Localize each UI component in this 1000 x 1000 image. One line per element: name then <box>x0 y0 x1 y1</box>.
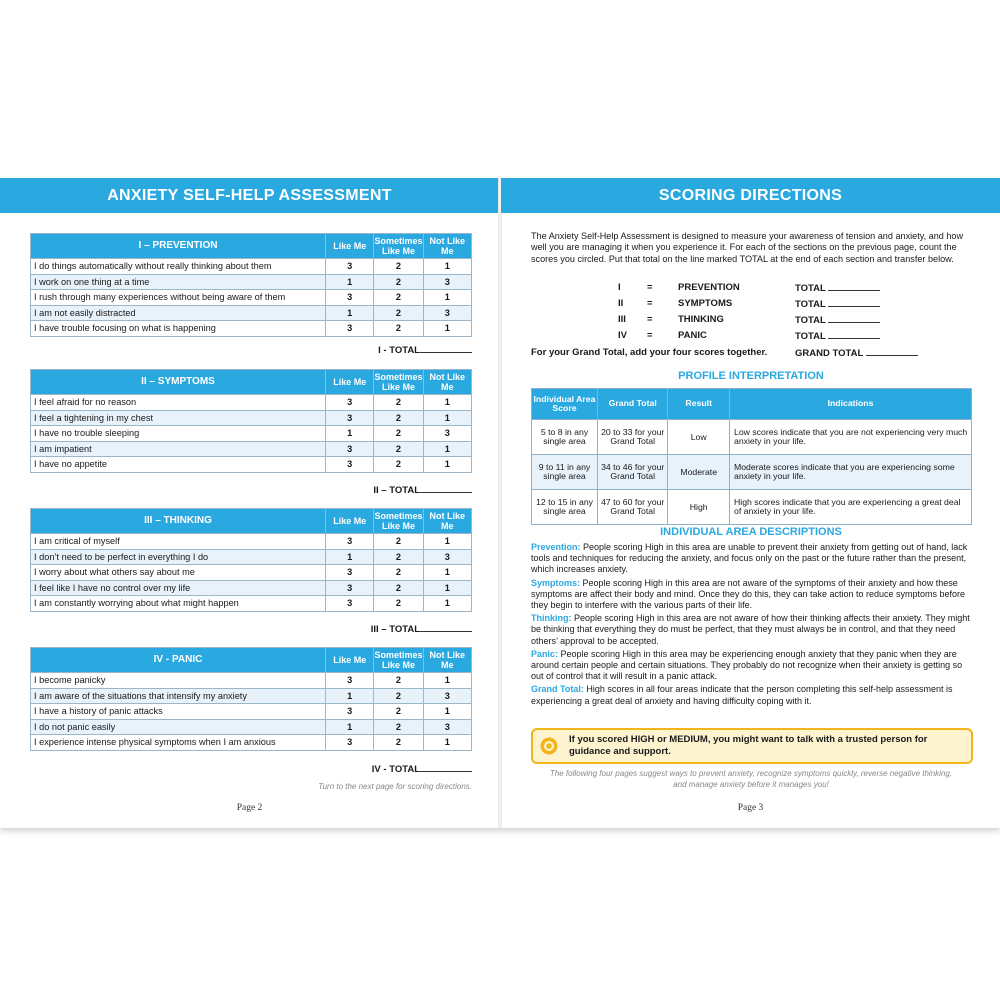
statement: I become panicky <box>31 673 326 689</box>
col-not-like-me: Not Like Me <box>423 234 472 259</box>
grand-total: 34 to 46 for your Grand Total <box>598 455 668 490</box>
table-row <box>31 259 472 275</box>
result: High <box>668 490 730 525</box>
table-row <box>31 596 472 612</box>
score-option[interactable]: 2 <box>374 673 423 689</box>
desc-symptoms: Symptoms: People scoring High in this area are not aware of the symptoms of their anxiety and how these symptoms are affect their body and mind. Once they do this, they can take action to reduce symptoms before they begin to interfere with the various parts of their life. <box>531 577 966 611</box>
support-callout <box>531 728 973 764</box>
table-row <box>31 688 472 704</box>
statement: I am impatient <box>31 441 326 457</box>
indication: High scores indicate that you are experiencing a great deal of anxiety in your life. <box>729 490 971 525</box>
section-title: I – PREVENTION <box>31 234 326 259</box>
statement: I rush through many experiences without being aware of them <box>31 290 326 306</box>
col-not-like-me: Not Like Me <box>423 648 472 673</box>
symptoms-table <box>30 369 472 473</box>
score-option[interactable]: 1 <box>423 580 472 596</box>
page-3 <box>501 178 1000 828</box>
col-like-me: Like Me <box>325 234 374 259</box>
profile-table <box>531 388 972 525</box>
score-option[interactable]: 3 <box>325 580 374 596</box>
score-option[interactable]: 3 <box>325 410 374 426</box>
footer-note: The following four pages suggest ways to prevent anxiety, recognize symptoms quickly, reverse negative thinking, and manage anxiety before it manages you! <box>549 769 953 789</box>
symptoms-total[interactable]: II – TOTAL <box>300 484 472 496</box>
score-option[interactable]: 2 <box>374 305 423 321</box>
prevention-total[interactable]: I - TOTAL <box>300 344 472 356</box>
statement: I have no trouble sleeping <box>31 426 326 442</box>
result: Moderate <box>668 455 730 490</box>
score-option[interactable]: 1 <box>325 305 374 321</box>
table-row <box>31 290 472 306</box>
score-num: I <box>618 282 621 293</box>
table-row <box>31 426 472 442</box>
score-name: THINKING <box>678 314 724 325</box>
scoring-intro: The Anxiety Self-Help Assessment is designed to measure your awareness of tension and anxiety, and how well you are managing it when you experience it. For each of the sections on the previous page, count the scores you circled. Put that total on the line marked TOTAL at the end of each section and transfer below. <box>531 231 964 264</box>
score-option[interactable]: 3 <box>325 565 374 581</box>
thinking-total-field[interactable]: TOTAL <box>795 314 880 326</box>
prevention-total-field[interactable]: TOTAL <box>795 282 880 294</box>
score-option[interactable]: 1 <box>423 321 472 337</box>
table-row <box>31 534 472 550</box>
score-option[interactable]: 1 <box>423 673 472 689</box>
statement: I feel a tightening in my chest <box>31 410 326 426</box>
equals: = <box>647 314 653 325</box>
score-num: III <box>618 314 626 325</box>
section-title: III – THINKING <box>31 509 326 534</box>
score-name: PREVENTION <box>678 282 740 293</box>
score-option[interactable]: 1 <box>423 441 472 457</box>
table-row <box>31 410 472 426</box>
grand-total: 20 to 33 for your Grand Total <box>598 420 668 455</box>
score-option[interactable]: 1 <box>325 549 374 565</box>
score-option[interactable]: 2 <box>374 290 423 306</box>
symptoms-total-field[interactable]: TOTAL <box>795 298 880 310</box>
score-option[interactable]: 1 <box>423 395 472 411</box>
score-option[interactable]: 3 <box>423 426 472 442</box>
result: Low <box>668 420 730 455</box>
statement: I feel like I have no control over my life <box>31 580 326 596</box>
desc-prevention: Prevention: People scoring High in this area are unable to prevent their anxiety from getting out of hand, lack tools and techniques for reducing the anxiety, and focus only on the past or the future rather than the present, which increases anxiety. <box>531 542 968 575</box>
score-num: IV <box>618 330 627 341</box>
statement: I am aware of the situations that intensify my anxiety <box>31 688 326 704</box>
equals: = <box>647 282 653 293</box>
score-option[interactable]: 2 <box>374 274 423 290</box>
profile-heading: PROFILE INTERPRETATION <box>678 370 824 382</box>
table-row <box>31 704 472 720</box>
statement: I am constantly worrying about what might happen <box>31 596 326 612</box>
table-row <box>31 565 472 581</box>
statement: I worry about what others say about me <box>31 565 326 581</box>
score-name: SYMPTOMS <box>678 298 733 309</box>
col-sometimes: Sometimes Like Me <box>374 370 423 395</box>
score-option[interactable]: 1 <box>423 735 472 751</box>
area-score: 12 to 15 in any single area <box>532 490 598 525</box>
score-option[interactable]: 3 <box>325 735 374 751</box>
scoring-title: SCORING DIRECTIONS <box>501 178 1000 213</box>
score-name: PANIC <box>678 330 707 341</box>
indication: Low scores indicate that you are not experiencing very much anxiety in your life. <box>729 420 971 455</box>
statement: I work on one thing at a time <box>31 274 326 290</box>
score-option[interactable]: 1 <box>325 426 374 442</box>
table-row <box>31 673 472 689</box>
statement: I feel afraid for no reason <box>31 395 326 411</box>
score-option[interactable]: 1 <box>423 596 472 612</box>
table-row <box>31 305 472 321</box>
score-option[interactable]: 2 <box>374 441 423 457</box>
panic-table <box>30 647 472 751</box>
section-title: II – SYMPTOMS <box>31 370 326 395</box>
score-option[interactable]: 3 <box>325 673 374 689</box>
desc-thinking: Thinking: People scoring High in this area are not aware of how their thinking affects their anxiety. They might be thinking that everything they do must be perfect, that they must always be in control, and that they need others’ approval to be accepted. <box>531 613 970 646</box>
score-option[interactable]: 3 <box>423 274 472 290</box>
table-row <box>532 420 972 455</box>
panic-total-field[interactable]: TOTAL <box>795 330 880 342</box>
score-option[interactable]: 2 <box>374 688 423 704</box>
section-title: IV - PANIC <box>31 648 326 673</box>
table-row <box>31 457 472 473</box>
table-row <box>31 274 472 290</box>
statement: I have no appetite <box>31 457 326 473</box>
statement: I do not panic easily <box>31 719 326 735</box>
score-option[interactable]: 2 <box>374 395 423 411</box>
col-result: Result <box>668 389 730 420</box>
score-option[interactable]: 2 <box>374 719 423 735</box>
area-score: 9 to 11 in any single area <box>532 455 598 490</box>
score-option[interactable]: 1 <box>325 688 374 704</box>
col-like-me: Like Me <box>325 648 374 673</box>
score-option[interactable]: 3 <box>325 290 374 306</box>
desc-panic: Panic: People scoring High in this area may be experiencing enough anxiety that they panic when they are around certain people and certain situations. They probably do not recognize when their anxiety is getting so out of control that it will result in a panic attack. <box>531 648 963 682</box>
page-number: Page 2 <box>236 803 263 813</box>
descriptions-heading: INDIVIDUAL AREA DESCRIPTIONS <box>660 526 842 538</box>
score-option[interactable]: 1 <box>423 565 472 581</box>
score-option[interactable]: 3 <box>325 321 374 337</box>
score-option[interactable]: 2 <box>374 457 423 473</box>
score-option[interactable]: 2 <box>374 549 423 565</box>
equals: = <box>647 298 653 309</box>
score-option[interactable]: 1 <box>423 290 472 306</box>
table-row <box>31 580 472 596</box>
grand-total: 47 to 60 for your Grand Total <box>598 490 668 525</box>
grand-total-field[interactable]: GRAND TOTAL <box>795 347 918 359</box>
score-option[interactable]: 3 <box>325 534 374 550</box>
page-2 <box>0 178 499 828</box>
score-option[interactable]: 1 <box>423 704 472 720</box>
score-option[interactable]: 2 <box>374 321 423 337</box>
score-option[interactable]: 1 <box>423 534 472 550</box>
score-option[interactable]: 2 <box>374 565 423 581</box>
statement: I experience intense physical symptoms when I am anxious <box>31 735 326 751</box>
score-option[interactable]: 3 <box>325 596 374 612</box>
score-option[interactable]: 3 <box>423 719 472 735</box>
score-option[interactable]: 1 <box>423 410 472 426</box>
score-option[interactable]: 3 <box>325 704 374 720</box>
col-not-like-me: Not Like Me <box>423 509 472 534</box>
statement: I do things automatically without really thinking about them <box>31 259 326 275</box>
desc-grand-total: Grand Total: High scores in all four areas indicate that the person completing this self-help assessment is experiencing a great deal of anxiety and having difficulty coping with it. <box>531 684 953 706</box>
table-row <box>532 490 972 525</box>
score-option[interactable]: 1 <box>423 259 472 275</box>
area-descriptions <box>531 542 971 709</box>
grand-total-instructions: For your Grand Total, add your four scores together. <box>531 347 768 358</box>
score-option[interactable]: 2 <box>374 534 423 550</box>
score-option[interactable]: 3 <box>423 305 472 321</box>
score-option[interactable]: 1 <box>325 274 374 290</box>
indication: Moderate scores indicate that you are experiencing some anxiety in your life. <box>729 455 971 490</box>
prevention-table <box>30 233 472 337</box>
score-option[interactable]: 3 <box>325 259 374 275</box>
col-like-me: Like Me <box>325 370 374 395</box>
score-option[interactable]: 2 <box>374 426 423 442</box>
score-option[interactable]: 3 <box>325 395 374 411</box>
score-option[interactable]: 1 <box>423 457 472 473</box>
col-like-me: Like Me <box>325 509 374 534</box>
col-indications: Indications <box>729 389 971 420</box>
assessment-title: ANXIETY SELF-HELP ASSESSMENT <box>0 178 499 213</box>
score-option[interactable]: 2 <box>374 735 423 751</box>
score-option[interactable]: 1 <box>325 719 374 735</box>
area-score: 5 to 8 in any single area <box>532 420 598 455</box>
score-option[interactable]: 2 <box>374 259 423 275</box>
table-row <box>31 395 472 411</box>
score-option[interactable]: 2 <box>374 580 423 596</box>
table-row <box>31 735 472 751</box>
score-option[interactable]: 2 <box>374 410 423 426</box>
table-row <box>31 719 472 735</box>
score-option[interactable]: 3 <box>325 457 374 473</box>
table-row <box>31 549 472 565</box>
equals: = <box>647 330 653 341</box>
col-sometimes: Sometimes Like Me <box>374 648 423 673</box>
score-option[interactable]: 3 <box>423 688 472 704</box>
score-option[interactable]: 3 <box>325 441 374 457</box>
table-row <box>532 455 972 490</box>
col-sometimes: Sometimes Like Me <box>374 234 423 259</box>
table-row <box>31 441 472 457</box>
thinking-table <box>30 508 472 612</box>
statement: I have a history of panic attacks <box>31 704 326 720</box>
statement: I don’t need to be perfect in everything I do <box>31 549 326 565</box>
col-sometimes: Sometimes Like Me <box>374 509 423 534</box>
booklet-spread <box>0 178 1000 828</box>
table-row <box>31 321 472 337</box>
col-not-like-me: Not Like Me <box>423 370 472 395</box>
score-option[interactable]: 3 <box>423 549 472 565</box>
score-option[interactable]: 2 <box>374 704 423 720</box>
col-area-score: Individual Area Score <box>532 389 598 420</box>
callout-text: If you scored HIGH or MEDIUM, you might want to talk with a trusted person for guidance and support. <box>569 734 928 757</box>
score-option[interactable]: 2 <box>374 596 423 612</box>
turn-note: Turn to the next page for scoring directions. <box>318 782 472 791</box>
sun-icon <box>539 736 559 756</box>
thinking-total[interactable]: III – TOTAL <box>300 623 472 635</box>
col-grand-total: Grand Total <box>598 389 668 420</box>
statement: I have trouble focusing on what is happening <box>31 321 326 337</box>
panic-total[interactable]: IV - TOTAL <box>300 763 472 775</box>
statement: I am not easily distracted <box>31 305 326 321</box>
statement: I am critical of myself <box>31 534 326 550</box>
score-num: II <box>618 298 624 309</box>
page-number: Page 3 <box>737 803 764 813</box>
